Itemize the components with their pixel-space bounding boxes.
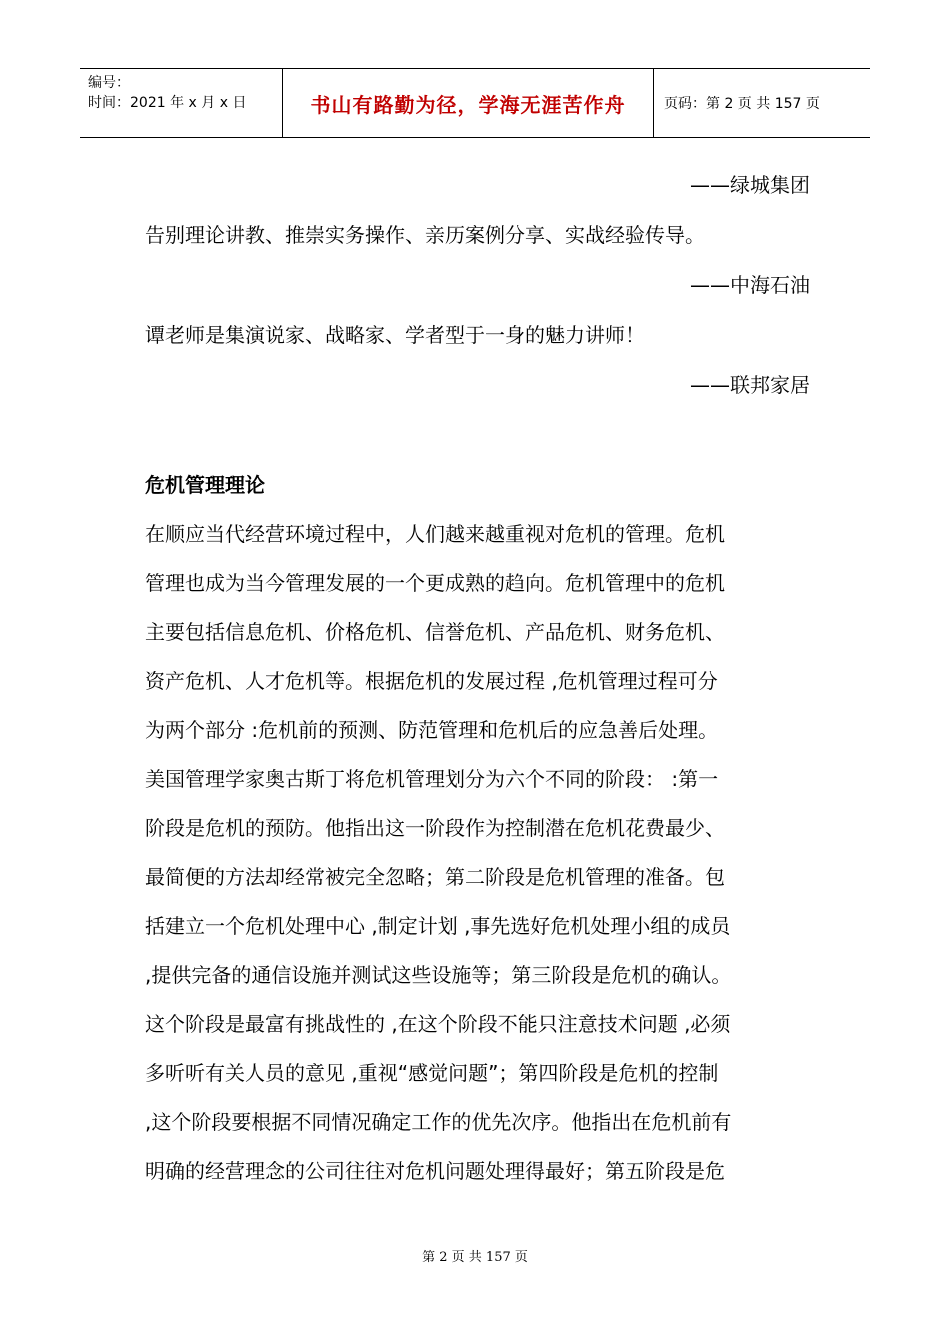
- body-line: 资产危机、人才危机等。根据危机的发展过程 ,危机管理过程可分: [145, 669, 718, 693]
- header-motto: 书山有路勤为径，学海无涯苦作舟: [282, 69, 654, 137]
- quote-source-3: ——联邦家居: [690, 373, 810, 397]
- body-line: 为两个部分 :危机前的预测、防范管理和危机后的应急善后处理。: [145, 718, 719, 742]
- quote-source-1: ——绿城集团: [690, 173, 810, 197]
- body-line: 明确的经营理念的公司往往对危机问题处理得最好；第五阶段是危: [145, 1159, 725, 1183]
- section-body: [145, 510, 810, 1196]
- header-left-cell: [80, 69, 282, 137]
- body-line: 最简便的方法却经常被完全忽略；第二阶段是危机管理的准备。包: [145, 865, 725, 889]
- header-page-info: 页码：第 2 页 共 157 页: [664, 96, 820, 112]
- document-number-label: 编号：: [88, 75, 130, 91]
- body-line: 主要包括信息危机、价格危机、信誉危机、产品危机、财务危机、: [145, 620, 725, 644]
- body-line: 这个阶段是最富有挑战性的 ,在这个阶段不能只注意技术问题 ,必须: [145, 1012, 731, 1036]
- date-label: 时间：2021 年 x 月 x 日: [88, 95, 247, 111]
- quote-text-2: 告别理论讲教、推崇实务操作、亲历案例分享、实战经验传导。: [145, 223, 705, 247]
- body-line: 括建立一个危机处理中心 ,制定计划 ,事先选好危机处理小组的成员: [145, 914, 731, 938]
- body-line: 多听听有关人员的意见 ,重视“感觉问题”；第四阶段是危机的控制: [145, 1061, 719, 1085]
- quote-source-2: ——中海石油: [690, 273, 810, 297]
- body-line: 美国管理学家奥古斯丁将危机管理划分为六个不同的阶段： :第一: [145, 767, 719, 791]
- body-line: 在顺应当代经营环境过程中，人们越来越重视对危机的管理。危机: [145, 522, 725, 546]
- page-content: [145, 160, 810, 1196]
- section-title: 危机管理理论: [145, 473, 265, 497]
- body-line: ,提供完备的通信设施并测试这些设施等；第三阶段是危机的确认。: [145, 963, 732, 987]
- body-line: 阶段是危机的预防。他指出这一阶段作为控制潜在危机花费最少、: [145, 816, 725, 840]
- body-line: 管理也成为当今管理发展的一个更成熟的趋向。危机管理中的危机: [145, 571, 725, 595]
- page-footer: 第 2 页 共 157 页: [422, 1250, 528, 1265]
- body-line: ,这个阶段要根据不同情况确定工作的优先次序。他指出在危机前有: [145, 1110, 732, 1134]
- quote-text-3: 谭老师是集演说家、战略家、学者型于一身的魅力讲师！: [145, 323, 645, 347]
- page-header: [80, 68, 870, 138]
